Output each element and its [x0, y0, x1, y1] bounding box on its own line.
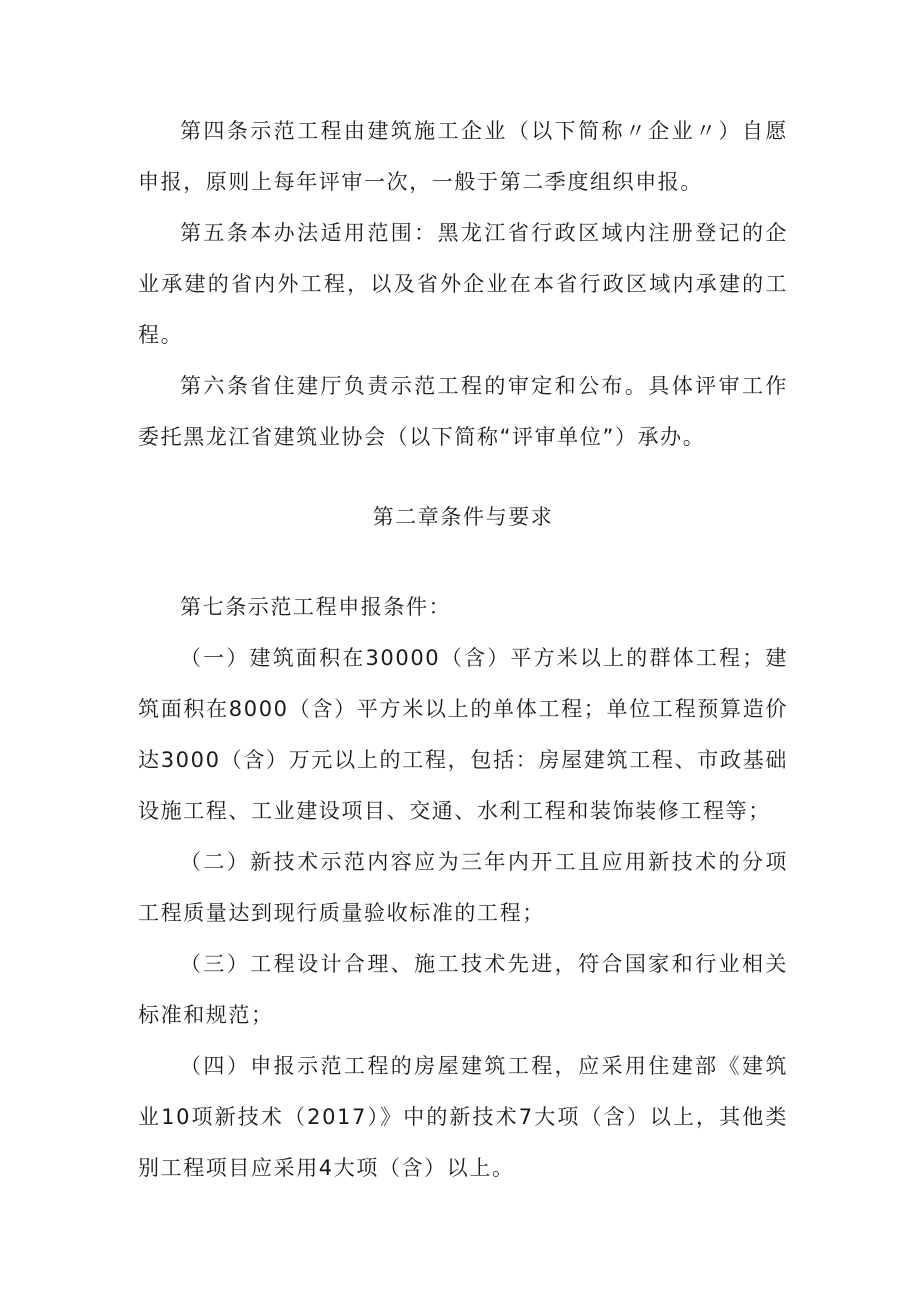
document-body: [138, 106, 788, 1194]
article-4-paragraph: 第四条示范工程由建筑施工企业（以下简称〃企业〃）自愿申报，原则上每年评审一次，一般于第二季度组织申报。: [138, 119, 788, 194]
article-6-paragraph: 第六条省住建厅负责示范工程的审定和公布。具体评审工作委托黑龙江省建筑业协会（以下简称“评审单位”）承办。: [138, 374, 788, 449]
article-7-intro: 第七条示范工程申报条件：: [180, 595, 452, 619]
condition-item-4: （四）申报示范工程的房屋建筑工程，应采用住建部《建筑业10项新技术（2017）》中的新技术7大项（含）以上，其他类别工程项目应采用4大项（含）以上。: [138, 1054, 788, 1180]
condition-item-3: （三）工程设计合理、施工技术先进，符合国家和行业相关标准和规范；: [138, 952, 788, 1027]
chapter-heading: 第二章条件与要求: [372, 505, 554, 529]
condition-item-2: （二）新技术示范内容应为三年内开工且应用新技术的分项工程质量达到现行质量验收标准的工程；: [138, 850, 788, 925]
condition-item-1: （一）建筑面积在30000（含）平方米以上的群体工程；建筑面积在8000（含）平方米以上的单体工程；单位工程预算造价达3000（含）万元以上的工程，包括：房屋建筑工程、市政基础设施工程、工业建设项目、交通、水利工程和装饰装修工程等；: [138, 646, 788, 823]
article-5-paragraph: 第五条本办法适用范围：黑龙江省行政区域内注册登记的企业承建的省内外工程，以及省外企业在本省行政区域内承建的工程。: [138, 221, 788, 347]
